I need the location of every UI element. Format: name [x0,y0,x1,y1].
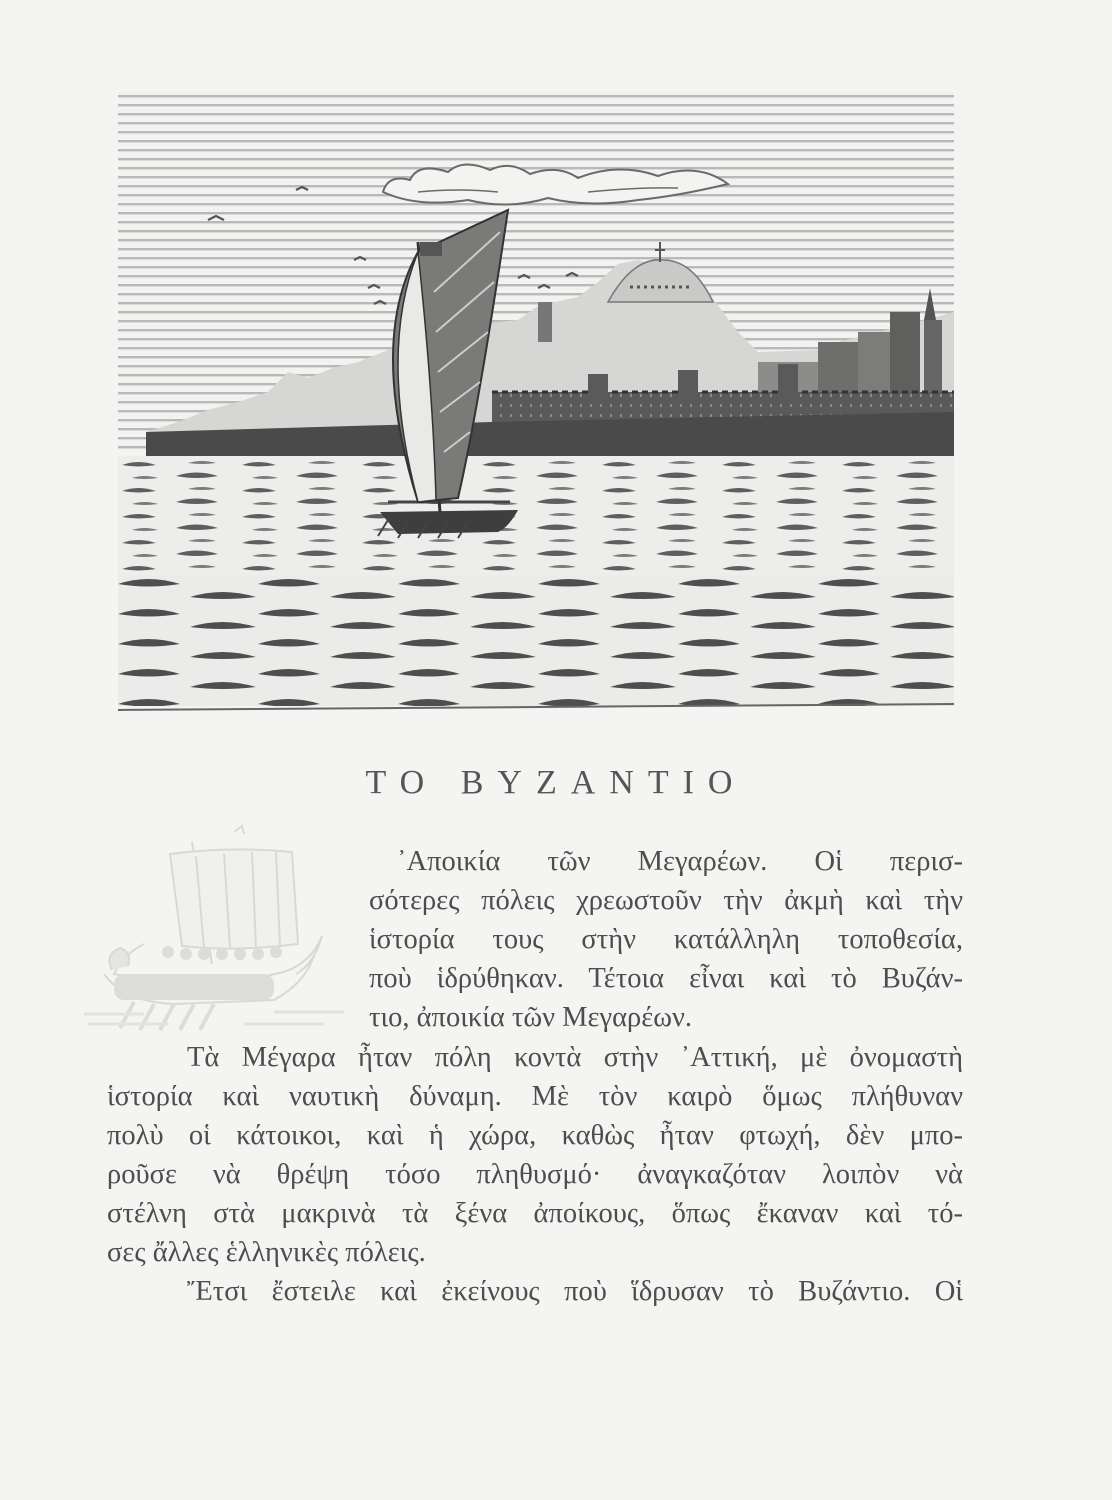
text-line: ποὺ ἱδρύθηκαν. Τέτοια εἶναι καὶ τὸ Βυζάν- [369,963,963,994]
text-line: ᾿Αποικία τῶν Μεγαρέων. Οἱ περισ- [397,846,963,877]
text-line: τιο, ἀποικία τῶν Μεγαρέων. [369,1002,692,1033]
text-line: Ἔτσι ἔστειλε καὶ ἐκείνους ποὺ ἵδρυσαν τὸ Βυζάντιο. Οἱ [187,1276,963,1307]
text-line: Τὰ Μέγαρα ἦταν πόλη κοντὰ στὴν ᾿Αττική, μὲ ὀνομαστὴ [187,1042,963,1073]
text-line: ἱστορία καὶ ναυτικὴ δύναμη. Μὲ τὸν καιρὸ ὅμως πλήθυναν [107,1081,963,1112]
text-line: πολὺ οἱ κάτοικοι, καὶ ἡ χώρα, καθὼς ἦταν φτωχή, δὲν μπο- [107,1120,963,1151]
paragraph-1 [369,842,963,1037]
page-title: ΤΟ ΒΥΖΑΝΤΙΟ [365,764,747,801]
text-line: σες ἄλλες ἑλληνικὲς πόλεις. [107,1237,426,1268]
galley-decoration [84,824,354,1034]
byzantium-harbor-illustration [118,92,954,718]
ancient-galley-icon [84,824,354,1034]
text-line: στέλνη στὰ μακρινὰ τὰ ξένα ἀποίκους, ὅπως ἔκαναν καὶ τό- [107,1198,963,1229]
text-line: ροῦσε νὰ θρέψη τόσο πληθυσμό· ἀναγκαζόταν λοιπὸν νὰ [107,1159,963,1190]
text-line: σότερες πόλεις χρεωστοῦν τὴν ἀκμὴ καὶ τὴν [369,885,963,916]
paragraphs-body [107,1038,963,1311]
byzantium-harbor-engraving-icon [118,92,954,718]
text-line: ἱστορία τους στὴν κατάλληλη τοποθεσία, [369,924,963,955]
